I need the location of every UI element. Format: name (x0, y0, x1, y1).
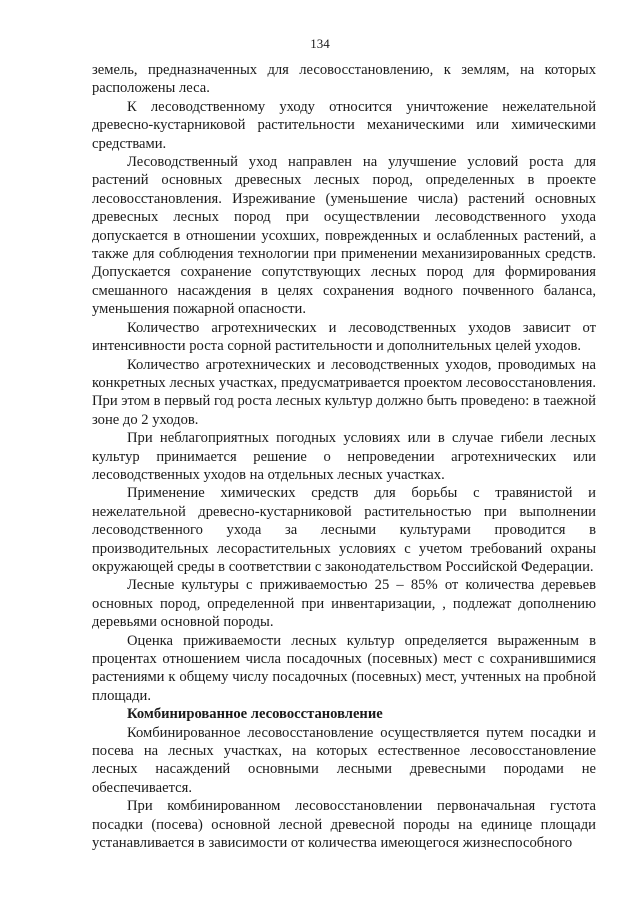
paragraph: Количество агротехнических и лесоводственных уходов зависит от интенсивности роста сорной растительности и дополнительных целей уходов. (92, 319, 596, 355)
paragraph: Комбинированное лесовосстановление осуществляется путем посадки и посева на лесных участках, на которых естественное лесовосстановление лесных насаждений основными лесными древесными породами не обеспечивается. (92, 724, 596, 796)
paragraph: Количество агротехнических и лесоводственных уходов, проводимых на конкретных лесных участках, предусматривается проектом лесовосстановления. При этом в первый год роста лесных культур должно быть проведено: в таежной зоне до 2 уходов. (92, 356, 596, 428)
paragraph: Оценка приживаемости лесных культур определяется выраженным в процентах отношением числа посадочных (посевных) мест с сохранившимися растениями к общему числу посадочных (посевных) мест, учтенных на пробной площади. (92, 632, 596, 704)
paragraph: Лесные культуры с приживаемостью 25 – 85% от количества деревьев основных пород, определенной при инвентаризации, , подлежат дополнению деревьями основной породы. (92, 577, 596, 631)
paragraph: Лесоводственный уход направлен на улучшение условий роста для растений основных древесных лесных пород, определенных в проекте лесовосстановления. Изреживание (уменьшение числа) растений основных древесных лесных пород при осуществлении лесоводственного ухода допускается в отношении усохших, поврежденных и ослабленных растений, а также для соблюдения технологии при применении механизированных средств. Допускается сохранение сопутствующих лесных пород для формирования смешанного насаждения в целях сохранения водного почвенного баланса, уменьшения пожарной опасности. (92, 154, 596, 318)
page-number: 134 (310, 36, 330, 51)
paragraph: При неблагоприятных погодных условиях или в случае гибели лесных культур принимается решение о непроведении агротехнических или лесоводственных уходов на отдельных лесных участках. (92, 430, 596, 483)
paragraph: При комбинированном лесовосстановлении первоначальная густота посадки (посева) основной лесной древесной породы на единице площади устанавливается в зависимости от количества имеющегося жизнеспособного (92, 798, 596, 852)
paragraph: К лесоводственному уходу относится уничтожение нежелательной древесно-кустарниковой растительности механическими или химическими средствами. (92, 98, 596, 152)
paragraph-continuation: земель, предназначенных для лесовосстановлению, к землям, на которых расположены леса. (92, 62, 596, 97)
paragraph: Применение химических средств для борьбы с травянистой и нежелательной древесно-кустарниковой растительностью при выполнении лесоводственного ухода за лесными культурами проводится в производительных лесорастительных условиях с учетом требований охраны окружающей среды в соответствии с законодательством Российской Федерации. (92, 485, 596, 575)
section-heading: Комбинированное лесовосстановление (127, 706, 383, 723)
page-body (92, 61, 596, 852)
